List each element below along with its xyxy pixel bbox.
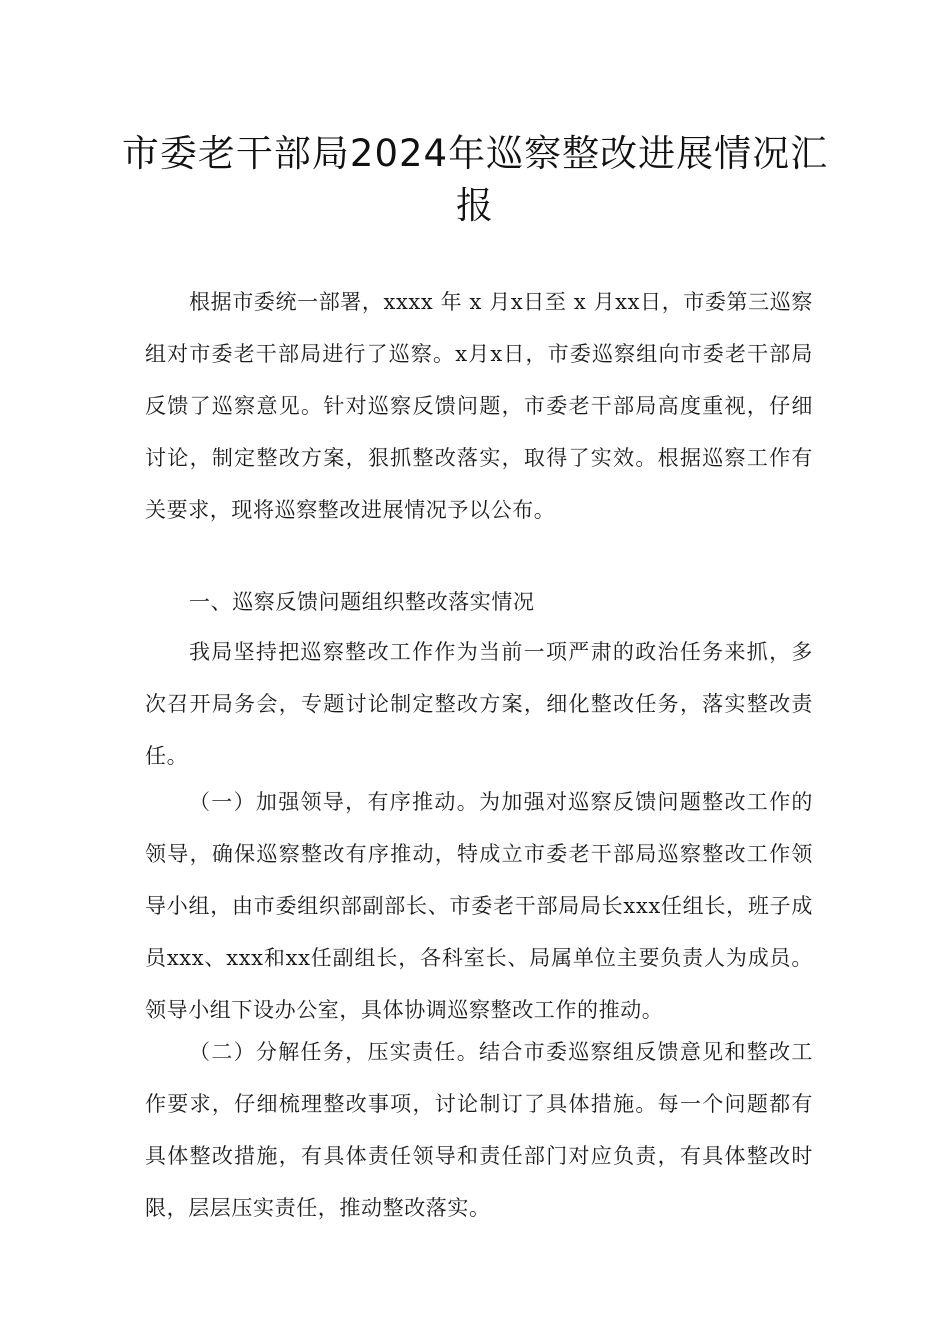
section-heading: 一、巡察反馈问题组织整改落实情况 [189,590,535,614]
section-item-2: （二）分解任务，压实责任。结合市委巡察组反馈意见和整改工作要求，仔细梳理整改事项，讨论制订了具体措施。每一个问题都有具体整改措施，有具体责任领导和责任部门对应负责，有具体整改时限，层层压实责任，推动整改落实。 [145,1040,813,1220]
document-title: 市委老干部局2024年巡察整改进展情况汇报 [121,132,829,227]
intro-paragraph: 根据市委统一部署，xxxx 年 x 月x日至 x 月xx日，市委第三巡察组对市委老干部局进行了巡察。x月x日，市委巡察组向市委老干部局反馈了巡察意见。针对巡察反馈问题，市委老干部局高度重视，仔细讨论，制定整改方案，狠抓整改落实，取得了实效。根据巡察工作有关要求，现将巡察整改进展情况予以公布。 [145,290,813,522]
section-paragraph: 我局坚持把巡察整改工作作为当前一项严肃的政治任务来抓，多次召开局务会，专题讨论制定整改方案，细化整改任务，落实整改责任。 [145,640,813,768]
section-item-1: （一）加强领导，有序推动。为加强对巡察反馈问题整改工作的领导，确保巡察整改有序推动，特成立市委老干部局巡察整改工作领导小组，由市委组织部副部长、市委老干部局局长xxx任组长，班子成员xxx、xxx和xx任副组长，各科室长、局属单位主要负责人为成员。领导小组下设办公室，具体协调巡察整改工作的推动。 [145,790,813,1022]
